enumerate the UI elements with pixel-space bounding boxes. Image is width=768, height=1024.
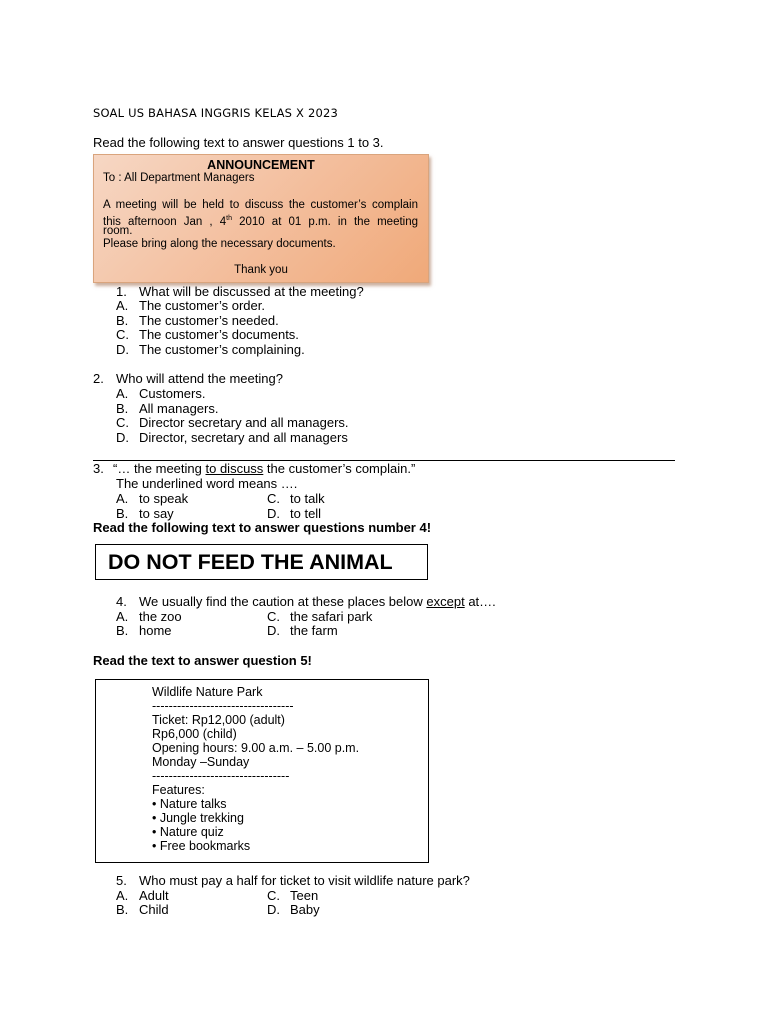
- option-text[interactable]: Adult: [139, 888, 169, 903]
- option-letter: D.: [267, 902, 280, 917]
- park-divider: ----------------------------------: [152, 699, 294, 713]
- option-text[interactable]: The customer’s complaining.: [139, 342, 305, 357]
- announcement-box: [93, 154, 429, 283]
- option-text[interactable]: home: [139, 623, 172, 638]
- feature-item: • Jungle trekking: [152, 811, 244, 825]
- option-letter: D.: [267, 506, 280, 521]
- option-text[interactable]: to speak: [139, 491, 189, 506]
- option-letter: D.: [116, 342, 129, 357]
- question-1: [116, 284, 127, 299]
- features-label: Features:: [152, 783, 205, 797]
- option-letter: C.: [116, 327, 129, 342]
- underlined-phrase: to discuss: [205, 461, 264, 476]
- question-3-subtext: The underlined word means ….: [116, 476, 298, 491]
- question-3-text-post: the customer’s complain.”: [263, 461, 416, 476]
- question-2-text: Who will attend the meeting?: [116, 371, 283, 386]
- announcement-date-suffix: th: [226, 215, 232, 222]
- announcement-time-text: 2010 at 01 p.m. in the meeting: [231, 215, 419, 228]
- announcement-closing: Thank you: [234, 264, 288, 276]
- caution-sign-text: DO NOT FEED THE ANIMAL: [108, 549, 393, 574]
- option-letter: B.: [116, 902, 129, 917]
- option-text[interactable]: the farm: [290, 623, 338, 638]
- option-text[interactable]: to tell: [290, 506, 322, 521]
- option-letter: A.: [116, 298, 129, 313]
- option-letter: A.: [116, 888, 129, 903]
- option-letter: B.: [116, 313, 129, 328]
- question-1-text: What will be discussed at the meeting?: [139, 284, 364, 299]
- question-3-number: 3.: [93, 461, 104, 476]
- option-letter: B.: [116, 401, 129, 416]
- announcement-date-text: this afternoon Jan , 4: [103, 215, 227, 228]
- announcement-body-line-1: A meeting will be held to discuss the customer’s complain: [103, 199, 418, 211]
- announcement-heading: ANNOUNCEMENT: [207, 158, 315, 172]
- option-text[interactable]: Baby: [290, 902, 320, 917]
- feature-item: • Nature talks: [152, 797, 227, 811]
- option-text[interactable]: The customer’s needed.: [139, 313, 279, 328]
- option-text[interactable]: to talk: [290, 491, 325, 506]
- question-3-text-pre: “… the meeting: [113, 461, 206, 476]
- option-text[interactable]: the safari park: [290, 609, 373, 624]
- instruction-question-5: Read the text to answer question 5!: [93, 653, 312, 668]
- question-4-text: [139, 594, 496, 609]
- feature-item: • Nature quiz: [152, 825, 224, 839]
- park-divider: ---------------------------------: [152, 769, 290, 783]
- ticket-child: Rp6,000 (child): [152, 727, 237, 741]
- question-4-text-post: at….: [464, 594, 496, 609]
- option-letter: C.: [267, 609, 280, 624]
- underlined-word: except: [426, 594, 465, 609]
- question-4-text-pre: We usually find the caution at these places below: [139, 594, 427, 609]
- feature-item: • Free bookmarks: [152, 839, 251, 853]
- announcement-body-line-4: Please bring along the necessary documents.: [103, 238, 336, 250]
- option-text[interactable]: The customer’s order.: [139, 298, 265, 313]
- option-text[interactable]: to say: [139, 506, 174, 521]
- option-letter: C.: [116, 415, 129, 430]
- question-5-text: Who must pay a half for ticket to visit wildlife nature park?: [139, 873, 470, 888]
- opening-days: Monday –Sunday: [152, 755, 250, 769]
- ticket-adult: Ticket: Rp12,000 (adult): [152, 713, 285, 727]
- option-letter: A.: [116, 491, 129, 506]
- option-letter: A.: [116, 386, 129, 401]
- announcement-body-line-3: room.: [103, 225, 133, 237]
- question-3-text: [113, 461, 415, 476]
- option-letter: B.: [116, 506, 129, 521]
- option-text[interactable]: Customers.: [139, 386, 206, 401]
- question-number: 1.: [116, 284, 127, 299]
- option-letter: C.: [267, 491, 280, 506]
- question-5-number: 5.: [116, 873, 127, 888]
- option-text[interactable]: Child: [139, 902, 169, 917]
- option-letter: A.: [116, 609, 129, 624]
- option-text[interactable]: All managers.: [139, 401, 219, 416]
- park-name: Wildlife Nature Park: [152, 685, 263, 699]
- option-letter: C.: [267, 888, 280, 903]
- park-notice-box: [95, 679, 429, 863]
- option-text[interactable]: the zoo: [139, 609, 182, 624]
- option-text[interactable]: Director, secretary and all managers: [139, 430, 348, 445]
- opening-hours: Opening hours: 9.00 a.m. – 5.00 p.m.: [152, 741, 360, 755]
- document-title: SOAL US BAHASA INGGRIS KELAS X 2023: [93, 106, 339, 120]
- question-4-number: 4.: [116, 594, 127, 609]
- option-letter: B.: [116, 623, 129, 638]
- instruction-question-4: Read the following text to answer questions number 4!: [93, 520, 432, 535]
- question-2-number: 2.: [93, 371, 104, 386]
- announcement-recipient: To : All Department Managers: [103, 172, 255, 184]
- instruction-questions-1-3: Read the following text to answer questions 1 to 3.: [93, 135, 384, 150]
- option-text[interactable]: Director secretary and all managers.: [139, 415, 349, 430]
- caution-sign: [95, 544, 428, 580]
- option-letter: D.: [116, 430, 129, 445]
- option-text[interactable]: Teen: [290, 888, 319, 903]
- option-letter: D.: [267, 623, 280, 638]
- option-text[interactable]: The customer’s documents.: [139, 327, 299, 342]
